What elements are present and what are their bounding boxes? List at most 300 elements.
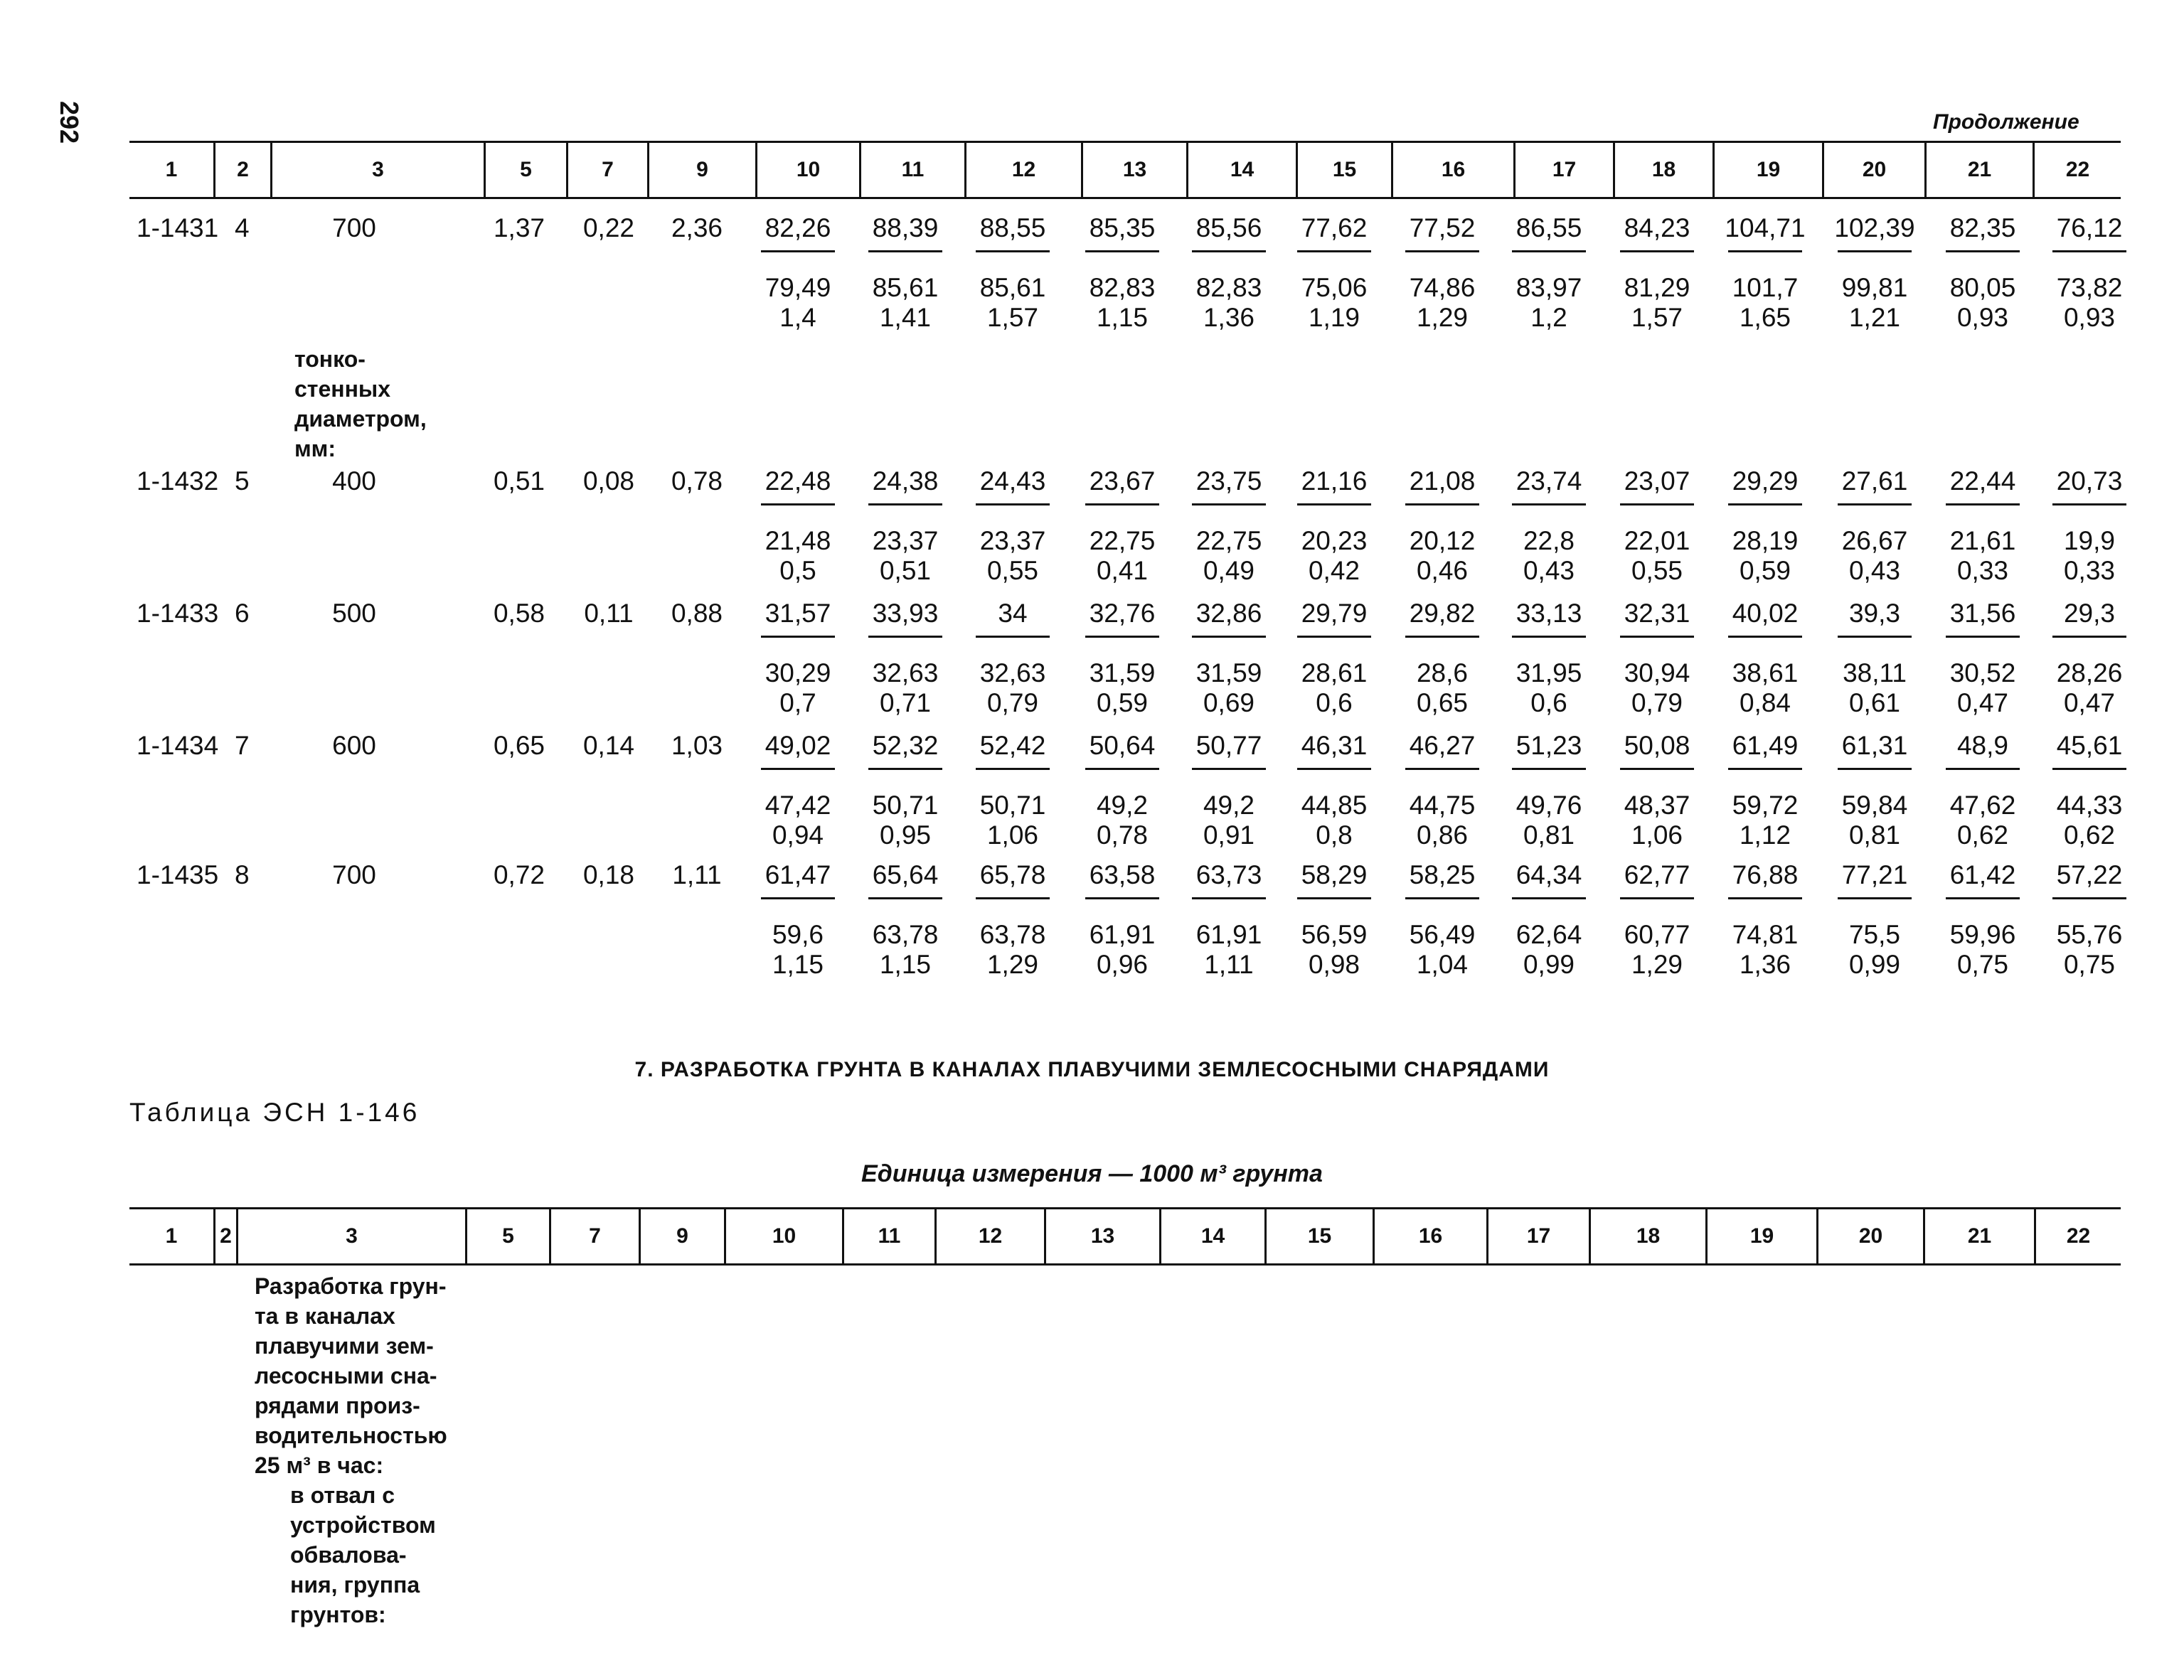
value-wages: 101,7 (1732, 273, 1799, 302)
description-indent-line: в отвал с (290, 1482, 395, 1508)
value-machines: 0,93 (1956, 303, 2008, 332)
value-wages: 59,84 (1841, 791, 1908, 820)
value-wages: 63,78 (872, 920, 939, 949)
value-total: 63,58 (1089, 860, 1156, 889)
fraction-line (1192, 636, 1266, 638)
value-machines: 1,04 (1416, 950, 1468, 979)
fraction-line (1728, 768, 1802, 770)
fraction-line (1405, 897, 1479, 899)
value-machines: 0,55 (986, 556, 1038, 585)
header-col-9: 9 (639, 1209, 724, 1263)
value-wages: 62,64 (1516, 920, 1582, 949)
fraction-line (1192, 768, 1266, 770)
value-wages: 20,23 (1301, 526, 1368, 555)
section-title: 7. РАЗРАБОТКА ГРУНТА В КАНАЛАХ ПЛАВУЧИМИ ЗЕМЛЕСОСНЫМИ СНАРЯДАМИ (634, 1058, 1550, 1081)
value-wages: 31,95 (1516, 658, 1582, 687)
header-col-20: 20 (1822, 143, 1924, 197)
value-wages: 50,71 (979, 791, 1046, 820)
value-wages: 20,12 (1409, 526, 1476, 555)
value-total: 46,31 (1301, 731, 1368, 760)
fraction-line (761, 250, 835, 252)
fraction-line (2052, 250, 2126, 252)
fraction-line (1620, 250, 1694, 252)
value-wages: 63,78 (979, 920, 1046, 949)
fraction-line (976, 250, 1050, 252)
value-wages: 56,49 (1409, 920, 1476, 949)
row-code: 1-1432 (137, 466, 219, 496)
value-wages: 74,81 (1732, 920, 1799, 949)
value-total: 27,61 (1841, 466, 1908, 496)
value-machines: 1,15 (772, 950, 824, 979)
fraction-line (1620, 768, 1694, 770)
value-wages: 30,29 (765, 658, 831, 687)
description-line: Разработка грун- (255, 1273, 447, 1299)
value-total: 29,29 (1732, 466, 1799, 496)
value-machines: 0,59 (1096, 688, 1148, 717)
value-wages: 23,37 (872, 526, 939, 555)
fraction-line (976, 636, 1050, 638)
value-wages: 30,94 (1624, 658, 1690, 687)
row-diameter: 500 (332, 599, 376, 628)
col9-value: 2,36 (671, 213, 723, 242)
value-total: 51,23 (1516, 731, 1582, 760)
value-machines: 1,06 (1631, 820, 1683, 850)
header-col-15: 15 (1296, 143, 1391, 197)
value-machines: 0,96 (1096, 950, 1148, 979)
table-header-bottom (129, 1207, 2121, 1266)
value-wages: 49,2 (1203, 791, 1255, 820)
value-wages: 32,63 (979, 658, 1046, 687)
page-number: 292 (55, 101, 84, 144)
value-wages: 22,75 (1195, 526, 1262, 555)
value-machines: 1,36 (1203, 303, 1255, 332)
value-total: 33,93 (872, 599, 939, 628)
value-wages: 28,26 (2056, 658, 2123, 687)
value-total: 32,31 (1624, 599, 1690, 628)
fraction-line (1085, 768, 1159, 770)
value-wages: 75,06 (1301, 273, 1368, 302)
fraction-line (1192, 503, 1266, 505)
fraction-line (1946, 250, 2020, 252)
value-machines: 0,75 (1956, 950, 2008, 979)
value-wages: 61,91 (1195, 920, 1262, 949)
value-total: 40,02 (1732, 599, 1799, 628)
value-wages: 30,52 (1949, 658, 2016, 687)
value-wages: 19,9 (2063, 526, 2115, 555)
fraction-line (1192, 897, 1266, 899)
value-total: 46,27 (1409, 731, 1476, 760)
value-machines: 0,95 (879, 820, 931, 850)
value-total: 77,52 (1409, 213, 1476, 242)
description-indent-line: устройством (290, 1512, 436, 1538)
row-diameter: 700 (332, 860, 376, 889)
header-col-22: 22 (2034, 1209, 2121, 1263)
header-col-18: 18 (1613, 143, 1712, 197)
fraction-line (1085, 250, 1159, 252)
value-machines: 1,41 (879, 303, 931, 332)
value-machines: 1,11 (1204, 950, 1254, 979)
value-wages: 50,71 (872, 791, 939, 820)
value-machines: 0,61 (1848, 688, 1900, 717)
fraction-line (1192, 250, 1266, 252)
value-wages: 73,82 (2056, 273, 2123, 302)
header-col-12: 12 (964, 143, 1081, 197)
value-machines: 0,98 (1308, 950, 1360, 979)
value-total: 88,55 (979, 213, 1046, 242)
value-wages: 85,61 (872, 273, 939, 302)
value-machines: 0,79 (986, 688, 1038, 717)
value-wages: 59,72 (1732, 791, 1799, 820)
header-col-2: 2 (213, 1209, 236, 1263)
value-wages: 79,49 (765, 273, 831, 302)
value-total: 61,47 (765, 860, 831, 889)
value-wages: 32,63 (872, 658, 939, 687)
value-wages: 22,8 (1523, 526, 1575, 555)
value-total: 48,9 (1956, 731, 2008, 760)
row-diameter: 400 (332, 466, 376, 496)
value-wages: 82,83 (1195, 273, 1262, 302)
fraction-line (761, 897, 835, 899)
row-number: 6 (235, 599, 250, 628)
col7-value: 0,14 (582, 731, 634, 760)
value-wages: 47,62 (1949, 791, 2016, 820)
value-total: 77,62 (1301, 213, 1368, 242)
value-wages: 82,83 (1089, 273, 1156, 302)
value-total: 104,71 (1725, 213, 1806, 242)
value-machines: 0,33 (2063, 556, 2115, 585)
col7-value: 0,08 (582, 466, 634, 496)
header-col-9: 9 (647, 143, 755, 197)
value-machines: 0,78 (1096, 820, 1148, 850)
fraction-line (1728, 636, 1802, 638)
value-total: 21,08 (1409, 466, 1476, 496)
description-line: рядами произ- (255, 1393, 420, 1418)
value-total: 64,34 (1516, 860, 1582, 889)
value-wages: 44,75 (1409, 791, 1476, 820)
fraction-line (976, 503, 1050, 505)
value-machines: 0,94 (772, 820, 824, 850)
value-machines: 1,15 (879, 950, 931, 979)
header-col-12: 12 (934, 1209, 1044, 1263)
fraction-line (2052, 768, 2126, 770)
description-indent-line: обвалова- (290, 1542, 407, 1568)
value-total: 52,42 (979, 731, 1046, 760)
row-number: 7 (235, 731, 250, 760)
value-total: 23,74 (1516, 466, 1582, 496)
fraction-line (976, 897, 1050, 899)
header-col-10: 10 (755, 143, 859, 197)
value-total: 34 (998, 599, 1028, 628)
value-total: 52,32 (872, 731, 939, 760)
fraction-line (2052, 636, 2126, 638)
row-code: 1-1433 (137, 599, 219, 628)
row-code: 1-1435 (137, 860, 219, 889)
value-wages: 61,91 (1089, 920, 1156, 949)
fraction-line (1946, 897, 2020, 899)
value-machines: 0,47 (2063, 688, 2115, 717)
header-col-21: 21 (1924, 143, 2033, 197)
value-wages: 60,77 (1624, 920, 1690, 949)
fraction-line (1838, 768, 1912, 770)
value-total: 24,38 (872, 466, 939, 496)
value-machines: 1,2 (1530, 303, 1567, 332)
fraction-line (1620, 897, 1694, 899)
value-machines: 0,42 (1308, 556, 1360, 585)
value-total: 61,42 (1949, 860, 2016, 889)
value-total: 85,56 (1195, 213, 1262, 242)
fraction-line (1405, 250, 1479, 252)
header-col-19: 19 (1705, 1209, 1816, 1263)
value-machines: 1,65 (1739, 303, 1791, 332)
fraction-line (1946, 768, 2020, 770)
fraction-line (868, 636, 942, 638)
value-total: 57,22 (2056, 860, 2123, 889)
row-code: 1-1431 (137, 213, 219, 242)
header-col-20: 20 (1816, 1209, 1923, 1263)
description-line: плавучими зем- (255, 1333, 434, 1359)
value-total: 65,64 (872, 860, 939, 889)
value-total: 65,78 (979, 860, 1046, 889)
header-col-14: 14 (1159, 1209, 1264, 1263)
value-total: 82,35 (1949, 213, 2016, 242)
value-machines: 0,51 (879, 556, 931, 585)
fraction-line (1405, 503, 1479, 505)
value-machines: 0,33 (1956, 556, 2008, 585)
value-machines: 1,57 (1631, 303, 1683, 332)
col7-value: 0,22 (582, 213, 634, 242)
value-total: 31,56 (1949, 599, 2016, 628)
header-col-21: 21 (1923, 1209, 2034, 1263)
value-machines: 1,57 (986, 303, 1038, 332)
value-total: 61,49 (1732, 731, 1799, 760)
unit-label: Единица измерения — 1000 м³ грунта (861, 1160, 1323, 1187)
value-machines: 1,15 (1096, 303, 1148, 332)
value-machines: 1,4 (779, 303, 816, 332)
fraction-line (868, 250, 942, 252)
value-wages: 28,6 (1416, 658, 1468, 687)
value-total: 32,86 (1195, 599, 1262, 628)
row-number: 4 (235, 213, 250, 242)
value-wages: 99,81 (1841, 273, 1908, 302)
header-col-16: 16 (1373, 1209, 1486, 1263)
value-machines: 1,19 (1308, 303, 1360, 332)
header-col-3: 3 (236, 1209, 465, 1263)
fraction-line (1620, 636, 1694, 638)
value-machines: 0,5 (779, 556, 816, 585)
value-machines: 1,21 (1848, 303, 1900, 332)
value-machines: 0,7 (779, 688, 816, 717)
value-machines: 0,79 (1631, 688, 1683, 717)
value-machines: 0,75 (2063, 950, 2115, 979)
value-total: 50,77 (1195, 731, 1262, 760)
value-machines: 0,62 (1956, 820, 2008, 850)
value-wages: 38,11 (1843, 658, 1907, 687)
fraction-line (761, 503, 835, 505)
value-total: 39,3 (1848, 599, 1900, 628)
col5-value: 0,65 (493, 731, 545, 760)
value-total: 76,12 (2056, 213, 2123, 242)
subheading-line: мм: (294, 436, 336, 461)
value-machines: 0,47 (1956, 688, 2008, 717)
value-machines: 0,65 (1416, 688, 1468, 717)
header-col-16: 16 (1391, 143, 1513, 197)
value-machines: 0,6 (1316, 688, 1353, 717)
value-total: 63,73 (1195, 860, 1262, 889)
col9-value: 0,78 (671, 466, 723, 496)
fraction-line (1085, 636, 1159, 638)
value-wages: 49,76 (1516, 791, 1582, 820)
fraction-line (1085, 503, 1159, 505)
value-wages: 44,85 (1301, 791, 1368, 820)
fraction-line (1728, 503, 1802, 505)
value-wages: 28,19 (1732, 526, 1799, 555)
description-line: та в каналах (255, 1303, 395, 1329)
header-col-10: 10 (724, 1209, 842, 1263)
value-wages: 49,2 (1096, 791, 1148, 820)
work-description (255, 1271, 447, 1630)
value-wages: 47,42 (765, 791, 831, 820)
value-wages: 59,96 (1949, 920, 2016, 949)
fraction-line (1297, 897, 1371, 899)
header-col-17: 17 (1513, 143, 1613, 197)
value-total: 29,82 (1409, 599, 1476, 628)
table-name: Таблица ЭСН 1-146 (129, 1098, 420, 1127)
fraction-line (1838, 897, 1912, 899)
description-indent-line: ния, группа (290, 1572, 420, 1598)
fraction-line (1620, 503, 1694, 505)
description-line: лесосными сна- (255, 1363, 437, 1389)
fraction-line (1838, 250, 1912, 252)
col9-value: 1,11 (672, 860, 722, 889)
header-col-13: 13 (1044, 1209, 1159, 1263)
description-line: водительностью (255, 1423, 447, 1448)
value-wages: 31,59 (1195, 658, 1262, 687)
fraction-line (1297, 503, 1371, 505)
table-header-top (129, 141, 2121, 199)
value-machines: 0,8 (1316, 820, 1353, 850)
fraction-line (868, 897, 942, 899)
value-total: 31,57 (765, 599, 831, 628)
value-machines: 0,99 (1848, 950, 1900, 979)
value-total: 61,31 (1841, 731, 1908, 760)
header-col-7: 7 (566, 143, 647, 197)
value-machines: 0,43 (1848, 556, 1900, 585)
continuation-label: Продолжение (1933, 110, 2079, 134)
value-wages: 75,5 (1848, 920, 1900, 949)
value-total: 58,29 (1301, 860, 1368, 889)
fraction-line (1512, 250, 1586, 252)
value-total: 50,08 (1624, 731, 1690, 760)
header-col-7: 7 (549, 1209, 639, 1263)
value-total: 84,23 (1624, 213, 1690, 242)
description-line: 25 м³ в час: (255, 1452, 384, 1478)
value-machines: 1,12 (1739, 820, 1791, 850)
col5-value: 0,58 (493, 599, 545, 628)
value-machines: 1,36 (1739, 950, 1791, 979)
header-col-17: 17 (1486, 1209, 1589, 1263)
value-total: 21,16 (1301, 466, 1368, 496)
value-total: 45,61 (2056, 731, 2123, 760)
value-total: 77,21 (1841, 860, 1908, 889)
value-wages: 59,6 (772, 920, 824, 949)
fraction-line (1297, 636, 1371, 638)
value-total: 62,77 (1624, 860, 1690, 889)
value-machines: 0,81 (1523, 820, 1575, 850)
value-wages: 22,01 (1624, 526, 1690, 555)
value-wages: 28,61 (1301, 658, 1368, 687)
subheading-line: стенных (294, 376, 391, 402)
fraction-line (1405, 768, 1479, 770)
header-col-5: 5 (484, 143, 566, 197)
value-total: 33,13 (1516, 599, 1582, 628)
row-number: 5 (235, 466, 250, 496)
header-col-11: 11 (859, 143, 964, 197)
value-total: 76,88 (1732, 860, 1799, 889)
value-wages: 85,61 (979, 273, 1046, 302)
value-machines: 0,86 (1416, 820, 1468, 850)
value-total: 29,79 (1301, 599, 1368, 628)
fraction-line (1946, 636, 2020, 638)
fraction-line (1297, 768, 1371, 770)
value-machines: 0,71 (879, 688, 931, 717)
value-wages: 56,59 (1301, 920, 1368, 949)
col7-value: 0,11 (584, 599, 634, 628)
value-machines: 0,84 (1739, 688, 1791, 717)
value-wages: 44,33 (2056, 791, 2123, 820)
value-wages: 83,97 (1516, 273, 1582, 302)
value-total: 82,26 (765, 213, 831, 242)
description-indent-line: грунтов: (290, 1602, 386, 1627)
subheading-tonkostennykh (294, 344, 427, 464)
fraction-line (1512, 503, 1586, 505)
fraction-line (1512, 636, 1586, 638)
header-col-14: 14 (1186, 143, 1296, 197)
subheading-line: диаметром, (294, 406, 427, 432)
value-wages: 48,37 (1624, 791, 1690, 820)
fraction-line (1946, 503, 2020, 505)
value-wages: 22,75 (1089, 526, 1156, 555)
header-col-2: 2 (213, 143, 270, 197)
fraction-line (1728, 897, 1802, 899)
value-machines: 0,62 (2063, 820, 2115, 850)
value-wages: 81,29 (1624, 273, 1690, 302)
value-machines: 0,99 (1523, 950, 1575, 979)
value-total: 50,64 (1089, 731, 1156, 760)
value-machines: 1,29 (986, 950, 1038, 979)
row-code: 1-1434 (137, 731, 219, 760)
value-total: 29,3 (2063, 599, 2115, 628)
header-col-5: 5 (465, 1209, 549, 1263)
subheading-line: тонко- (294, 346, 366, 372)
fraction-line (976, 768, 1050, 770)
fraction-line (761, 768, 835, 770)
col9-value: 0,88 (671, 599, 723, 628)
value-machines: 0,43 (1523, 556, 1575, 585)
fraction-line (1838, 636, 1912, 638)
fraction-line (1085, 897, 1159, 899)
value-total: 58,25 (1409, 860, 1476, 889)
value-total: 22,44 (1949, 466, 2016, 496)
value-wages: 31,59 (1089, 658, 1156, 687)
value-total: 102,39 (1834, 213, 1915, 242)
value-machines: 0,55 (1631, 556, 1683, 585)
value-wages: 80,05 (1949, 273, 2016, 302)
header-col-18: 18 (1589, 1209, 1705, 1263)
fraction-line (761, 636, 835, 638)
value-total: 24,43 (979, 466, 1046, 496)
value-wages: 55,76 (2056, 920, 2123, 949)
value-machines: 0,49 (1203, 556, 1255, 585)
